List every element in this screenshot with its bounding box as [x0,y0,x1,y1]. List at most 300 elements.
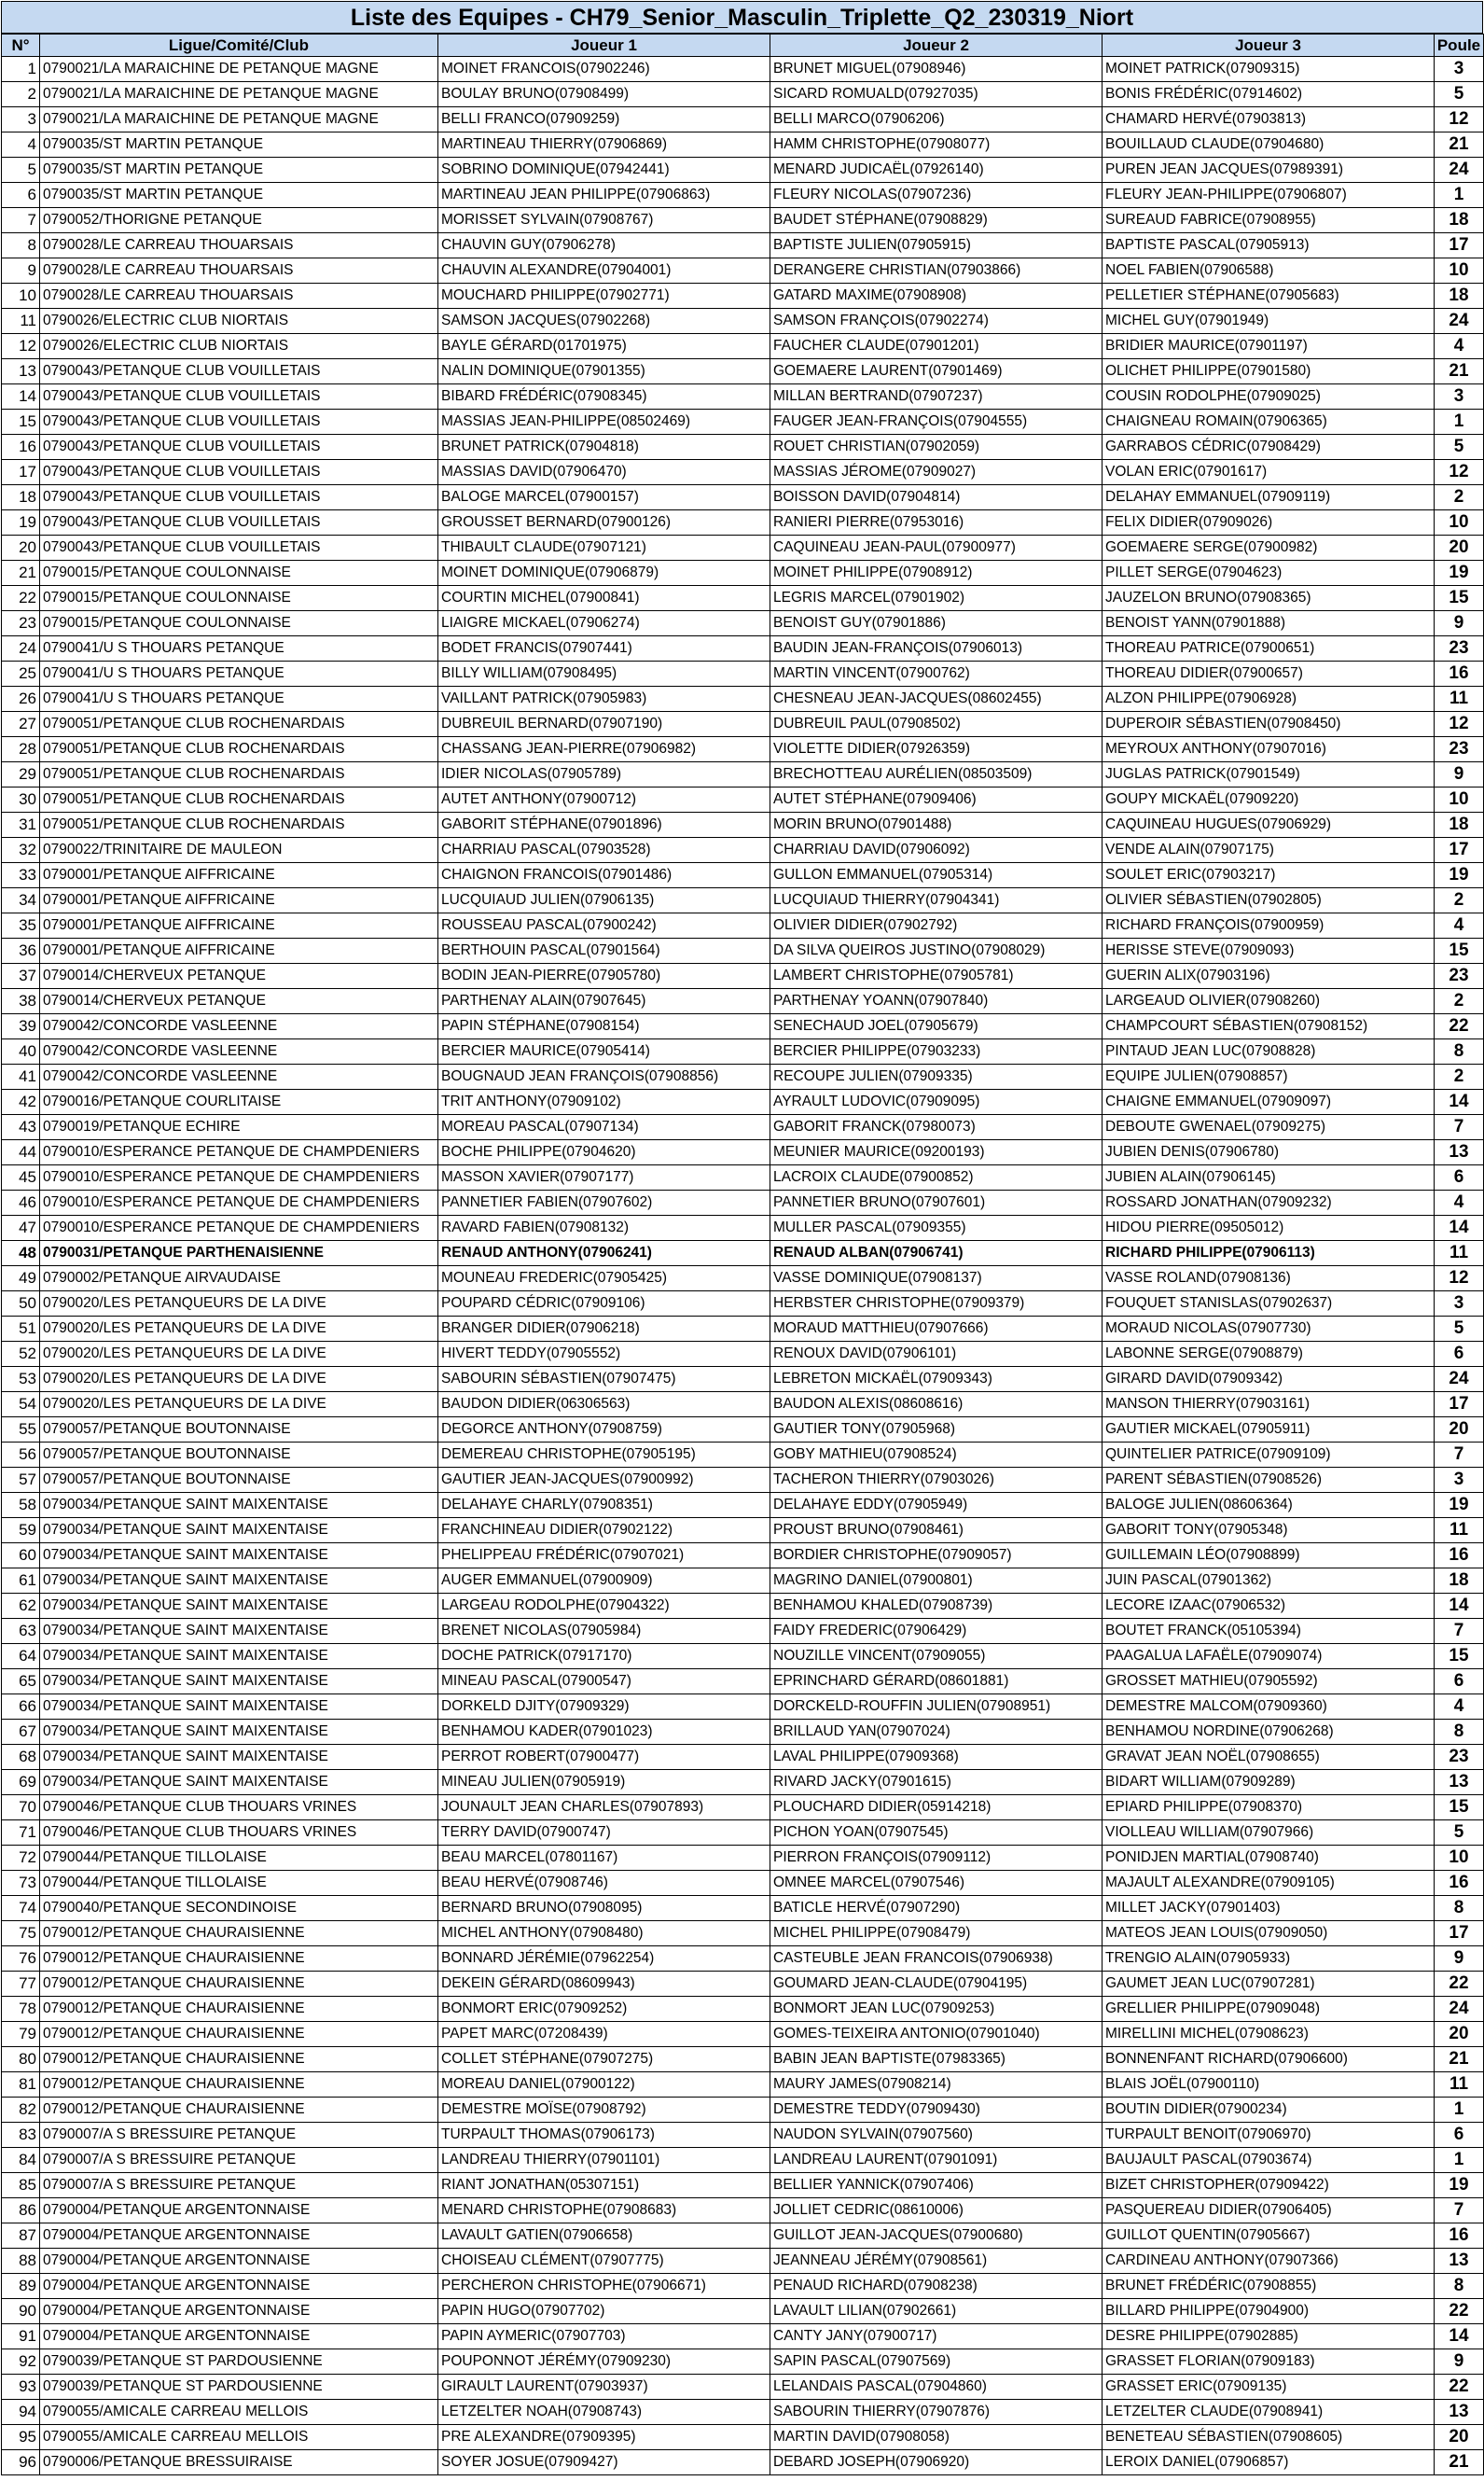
pool-cell: 22 [1435,1972,1484,1997]
club-cell: 0790051/PETANQUE CLUB ROCHENARDAIS [40,813,438,838]
team-number: 5 [2,158,40,183]
table-row [2,1266,1484,1291]
player2-cell: DELAHAYE EDDY(07905949) [770,1493,1103,1518]
player2-cell: CANTY JANY(07900717) [770,2324,1103,2349]
player1-cell: PHELIPPEAU FRÉDÉRIC(07907021) [438,1543,770,1568]
player3-cell: BONIS FRÉDÉRIC(07914602) [1103,82,1435,107]
player2-cell: GATARD MAXIME(07908908) [770,284,1103,309]
table-row [2,107,1484,132]
player2-cell: MILLAN BERTRAND(07907237) [770,384,1103,410]
table-row [2,1241,1484,1266]
player1-cell: CHASSANG JEAN-PIERRE(07906982) [438,737,770,762]
team-number: 89 [2,2274,40,2299]
club-cell: 0790012/PETANQUE CHAURAISIENNE [40,1972,438,1997]
player3-cell: CHAMPCOURT SÉBASTIEN(07908152) [1103,1014,1435,1039]
pool-cell: 23 [1435,636,1484,662]
pool-cell: 1 [1435,410,1484,435]
player1-cell: MASSIAS DAVID(07906470) [438,460,770,485]
player3-cell: MICHEL GUY(07901949) [1103,309,1435,334]
team-number: 4 [2,132,40,158]
player1-cell: GIRAULT LAURENT(07903937) [438,2375,770,2400]
table-row [2,1014,1484,1039]
player3-cell: JAUZELON BRUNO(07908365) [1103,586,1435,611]
player3-cell: GUILLOT QUENTIN(07905667) [1103,2223,1435,2249]
team-number: 1 [2,57,40,82]
club-cell: 0790020/LES PETANQUEURS DE LA DIVE [40,1367,438,1392]
team-number: 3 [2,107,40,132]
player1-cell: MOUNEAU FREDERIC(07905425) [438,1266,770,1291]
player2-cell: DERANGERE CHRISTIAN(07903866) [770,258,1103,284]
player1-cell: DORKELD DJITY(07909329) [438,1694,770,1720]
table-row [2,687,1484,712]
player1-cell: MENARD CHRISTOPHE(07908683) [438,2198,770,2223]
team-number: 81 [2,2072,40,2098]
pool-cell: 15 [1435,586,1484,611]
player2-cell: DEMESTRE TEDDY(07909430) [770,2098,1103,2123]
player1-cell: PRE ALEXANDRE(07909395) [438,2425,770,2450]
table-row [2,1644,1484,1669]
pool-cell: 13 [1435,1770,1484,1795]
pool-cell: 13 [1435,1140,1484,1165]
team-number: 15 [2,410,40,435]
player3-cell: LARGEAUD OLIVIER(07908260) [1103,989,1435,1014]
player1-cell: SAMSON JACQUES(07902268) [438,309,770,334]
team-number: 34 [2,888,40,913]
player1-cell: MOUCHARD PHILIPPE(07902771) [438,284,770,309]
player1-cell: IDIER NICOLAS(07905789) [438,762,770,788]
table-row [2,2173,1484,2198]
table-row [2,1443,1484,1468]
table-row [2,132,1484,158]
table-row [2,1619,1484,1644]
team-number: 27 [2,712,40,737]
team-number: 75 [2,1921,40,1946]
team-number: 11 [2,309,40,334]
player2-cell: PANNETIER BRUNO(07907601) [770,1191,1103,1216]
table-row [2,636,1484,662]
club-cell: 0790020/LES PETANQUEURS DE LA DIVE [40,1317,438,1342]
table-row [2,2249,1484,2274]
player1-cell: COLLET STÉPHANE(07907275) [438,2047,770,2072]
club-cell: 0790028/LE CARREAU THOUARSAIS [40,258,438,284]
player1-cell: MINEAU JULIEN(07905919) [438,1770,770,1795]
pool-cell: 9 [1435,1946,1484,1972]
player3-cell: JUBIEN DENIS(07906780) [1103,1140,1435,1165]
pool-cell: 8 [1435,2274,1484,2299]
player3-cell: BIZET CHRISTOPHER(07909422) [1103,2173,1435,2198]
player2-cell: ROUET CHRISTIAN(07902059) [770,435,1103,460]
player3-cell: GOEMAERE SERGE(07900982) [1103,536,1435,561]
player2-cell: RIVARD JACKY(07901615) [770,1770,1103,1795]
player1-cell: PAPET MARC(07208439) [438,2022,770,2047]
player2-cell: JEANNEAU JÉRÉMY(07908561) [770,2249,1103,2274]
team-number: 24 [2,636,40,662]
team-number: 62 [2,1594,40,1619]
player2-cell: MAGRINO DANIEL(07900801) [770,1568,1103,1594]
player2-cell: MENARD JUDICAËL(07926140) [770,158,1103,183]
team-number: 67 [2,1720,40,1745]
player1-cell: PAPIN AYMERIC(07907703) [438,2324,770,2349]
player3-cell: DUPEROIR SÉBASTIEN(07908450) [1103,712,1435,737]
player3-cell: VENDE ALAIN(07907175) [1103,838,1435,863]
player3-cell: EQUIPE JULIEN(07908857) [1103,1065,1435,1090]
table-row [2,2274,1484,2299]
player1-cell: SABOURIN SÉBASTIEN(07907475) [438,1367,770,1392]
player3-cell: THOREAU DIDIER(07900657) [1103,662,1435,687]
pool-cell: 24 [1435,158,1484,183]
player3-cell: COUSIN RODOLPHE(07909025) [1103,384,1435,410]
player1-cell: POUPONNOT JÉRÉMY(07909230) [438,2349,770,2375]
club-cell: 0790004/PETANQUE ARGENTONNAISE [40,2223,438,2249]
player1-cell: PERCHERON CHRISTOPHE(07906671) [438,2274,770,2299]
player1-cell: DELAHAYE CHARLY(07908351) [438,1493,770,1518]
club-cell: 0790021/LA MARAICHINE DE PETANQUE MAGNE [40,107,438,132]
player1-cell: BEAU HERVÉ(07908746) [438,1871,770,1896]
club-cell: 0790026/ELECTRIC CLUB NIORTAIS [40,309,438,334]
player2-cell: BAUDET STÉPHANE(07908829) [770,208,1103,233]
club-cell: 0790057/PETANQUE BOUTONNAISE [40,1443,438,1468]
player1-cell: BENHAMOU KADER(07901023) [438,1720,770,1745]
player3-cell: ALZON PHILIPPE(07906928) [1103,687,1435,712]
club-cell: 0790034/PETANQUE SAINT MAIXENTAISE [40,1568,438,1594]
club-cell: 0790010/ESPERANCE PETANQUE DE CHAMPDENIERS [40,1140,438,1165]
player1-cell: DOCHE PATRICK(07917170) [438,1644,770,1669]
player2-cell: BAPTISTE JULIEN(07905915) [770,233,1103,258]
pool-cell: 18 [1435,813,1484,838]
club-cell: 0790034/PETANQUE SAINT MAIXENTAISE [40,1594,438,1619]
table-row [2,334,1484,359]
player1-cell: HIVERT TEDDY(07905552) [438,1342,770,1367]
player1-cell: BEAU MARCEL(07801167) [438,1846,770,1871]
table-row [2,410,1484,435]
club-cell: 0790007/A S BRESSUIRE PETANQUE [40,2148,438,2173]
club-cell: 0790012/PETANQUE CHAURAISIENNE [40,1946,438,1972]
table-row [2,1568,1484,1594]
team-number: 70 [2,1795,40,1820]
team-number: 26 [2,687,40,712]
team-number: 54 [2,1392,40,1417]
pool-cell: 7 [1435,1115,1484,1140]
pool-cell: 15 [1435,939,1484,964]
team-number: 88 [2,2249,40,2274]
player3-cell: VIOLLEAU WILLIAM(07907966) [1103,1820,1435,1846]
pool-cell: 9 [1435,762,1484,788]
player2-cell: CHESNEAU JEAN-JACQUES(08602455) [770,687,1103,712]
team-number: 28 [2,737,40,762]
pool-cell: 6 [1435,1669,1484,1694]
team-number: 63 [2,1619,40,1644]
player3-cell: CAQUINEAU HUGUES(07906929) [1103,813,1435,838]
player2-cell: MARTIN VINCENT(07900762) [770,662,1103,687]
club-cell: 0790034/PETANQUE SAINT MAIXENTAISE [40,1745,438,1770]
table-row [2,712,1484,737]
pool-cell: 5 [1435,82,1484,107]
club-cell: 0790010/ESPERANCE PETANQUE DE CHAMPDENIERS [40,1191,438,1216]
player3-cell: GABORIT TONY(07905348) [1103,1518,1435,1543]
player1-cell: AUGER EMMANUEL(07900909) [438,1568,770,1594]
club-cell: 0790010/ESPERANCE PETANQUE DE CHAMPDENIERS [40,1216,438,1241]
pool-cell: 21 [1435,359,1484,384]
club-cell: 0790043/PETANQUE CLUB VOUILLETAIS [40,485,438,510]
team-number: 6 [2,183,40,208]
table-row [2,2425,1484,2450]
player2-cell: GOUMARD JEAN-CLAUDE(07904195) [770,1972,1103,1997]
team-number: 44 [2,1140,40,1165]
player3-cell: GUERIN ALIX(07903196) [1103,964,1435,989]
player3-cell: DEBOUTE GWENAEL(07909275) [1103,1115,1435,1140]
player3-cell: BRUNET FRÉDÉRIC(07908855) [1103,2274,1435,2299]
player1-cell: JOUNAULT JEAN CHARLES(07907893) [438,1795,770,1820]
table-row [2,1291,1484,1317]
player2-cell: LANDREAU LAURENT(07901091) [770,2148,1103,2173]
player2-cell: SAMSON FRANÇOIS(07902274) [770,309,1103,334]
player2-cell: FAUCHER CLAUDE(07901201) [770,334,1103,359]
pool-cell: 10 [1435,1846,1484,1871]
team-number: 74 [2,1896,40,1921]
pool-cell: 9 [1435,2349,1484,2375]
club-cell: 0790043/PETANQUE CLUB VOUILLETAIS [40,359,438,384]
player3-cell: MATEOS JEAN LOUIS(07909050) [1103,1921,1435,1946]
player1-cell: BERCIER MAURICE(07905414) [438,1039,770,1065]
pool-cell: 17 [1435,1392,1484,1417]
club-cell: 0790012/PETANQUE CHAURAISIENNE [40,2047,438,2072]
player2-cell: LEBRETON MICKAËL(07909343) [770,1367,1103,1392]
team-number: 60 [2,1543,40,1568]
player1-cell: RAVARD FABIEN(07908132) [438,1216,770,1241]
team-number: 91 [2,2324,40,2349]
pool-cell: 13 [1435,2249,1484,2274]
team-number: 71 [2,1820,40,1846]
player1-cell: FRANCHINEAU DIDIER(07902122) [438,1518,770,1543]
player1-cell: AUTET ANTHONY(07900712) [438,788,770,813]
player1-cell: BOCHE PHILIPPE(07904620) [438,1140,770,1165]
pool-cell: 2 [1435,1065,1484,1090]
team-number: 69 [2,1770,40,1795]
player3-cell: DEMESTRE MALCOM(07909360) [1103,1694,1435,1720]
team-number: 43 [2,1115,40,1140]
team-number: 48 [2,1241,40,1266]
player1-cell: DEKEIN GÉRARD(08609943) [438,1972,770,1997]
player1-cell: MASSIAS JEAN-PHILIPPE(08502469) [438,410,770,435]
player1-cell: MARTINEAU THIERRY(07906869) [438,132,770,158]
club-cell: 0790020/LES PETANQUEURS DE LA DIVE [40,1342,438,1367]
pool-cell: 20 [1435,536,1484,561]
team-number: 78 [2,1997,40,2022]
player1-cell: LAVAULT GATIEN(07906658) [438,2223,770,2249]
player1-cell: DUBREUIL BERNARD(07907190) [438,712,770,737]
pool-cell: 12 [1435,712,1484,737]
player1-cell: MARTINEAU JEAN PHILIPPE(07906863) [438,183,770,208]
pool-cell: 23 [1435,737,1484,762]
table-row [2,183,1484,208]
table-row [2,1871,1484,1896]
pool-cell: 11 [1435,1241,1484,1266]
table-row [2,913,1484,939]
club-cell: 0790001/PETANQUE AIFFRICAINE [40,939,438,964]
table-row [2,309,1484,334]
pool-cell: 6 [1435,1165,1484,1191]
player3-cell: CARDINEAU ANTHONY(07907366) [1103,2249,1435,2274]
pool-cell: 7 [1435,1443,1484,1468]
player3-cell: BENHAMOU NORDINE(07906268) [1103,1720,1435,1745]
player3-cell: SUREAUD FABRICE(07908955) [1103,208,1435,233]
club-cell: 0790004/PETANQUE ARGENTONNAISE [40,2274,438,2299]
player2-cell: BELLIER YANNICK(07907406) [770,2173,1103,2198]
team-number: 59 [2,1518,40,1543]
player2-cell: LAVAL PHILIPPE(07909368) [770,1745,1103,1770]
pool-cell: 23 [1435,964,1484,989]
teams-table [1,34,1484,2475]
team-number: 86 [2,2198,40,2223]
player3-cell: TRENGIO ALAIN(07905933) [1103,1946,1435,1972]
pool-cell: 17 [1435,838,1484,863]
player2-cell: HERBSTER CHRISTOPHE(07909379) [770,1291,1103,1317]
team-number: 22 [2,586,40,611]
table-row [2,964,1484,989]
pool-cell: 22 [1435,2375,1484,2400]
table-row [2,1165,1484,1191]
pool-cell: 15 [1435,1644,1484,1669]
pool-cell: 18 [1435,1568,1484,1594]
player2-cell: AUTET STÉPHANE(07909406) [770,788,1103,813]
table-row [2,989,1484,1014]
player2-cell: BENHAMOU KHALED(07908739) [770,1594,1103,1619]
player2-cell: HAMM CHRISTOPHE(07908077) [770,132,1103,158]
table-row [2,737,1484,762]
pool-cell: 7 [1435,2198,1484,2223]
player3-cell: PUREN JEAN JACQUES(07989391) [1103,158,1435,183]
club-cell: 0790052/THORIGNE PETANQUE [40,208,438,233]
player1-cell: BRUNET PATRICK(07904818) [438,435,770,460]
table-row [2,1795,1484,1820]
pool-cell: 8 [1435,1720,1484,1745]
player2-cell: OLIVIER DIDIER(07902792) [770,913,1103,939]
player1-cell: POUPARD CÉDRIC(07909106) [438,1291,770,1317]
player1-cell: BERNARD BRUNO(07908095) [438,1896,770,1921]
player1-cell: MORISSET SYLVAIN(07908767) [438,208,770,233]
club-cell: 0790041/U S THOUARS PETANQUE [40,662,438,687]
team-number: 65 [2,1669,40,1694]
player2-cell: MICHEL PHILIPPE(07908479) [770,1921,1103,1946]
player2-cell: BERCIER PHILIPPE(07903233) [770,1039,1103,1065]
player1-cell: BODET FRANCIS(07907441) [438,636,770,662]
player2-cell: SICARD ROMUALD(07927035) [770,82,1103,107]
pool-cell: 3 [1435,384,1484,410]
club-cell: 0790043/PETANQUE CLUB VOUILLETAIS [40,460,438,485]
club-cell: 0790020/LES PETANQUEURS DE LA DIVE [40,1392,438,1417]
player2-cell: RANIERI PIERRE(07953016) [770,510,1103,536]
player1-cell: CHARRIAU PASCAL(07903528) [438,838,770,863]
player1-cell: DEMESTRE MOÏSE(07908792) [438,2098,770,2123]
pool-cell: 15 [1435,1795,1484,1820]
player3-cell: FELIX DIDIER(07909026) [1103,510,1435,536]
club-cell: 0790055/AMICALE CARREAU MELLOIS [40,2425,438,2450]
player3-cell: ROSSARD JONATHAN(07909232) [1103,1191,1435,1216]
table-row [2,2148,1484,2173]
table-row [2,1115,1484,1140]
pool-cell: 11 [1435,2072,1484,2098]
pool-cell: 8 [1435,1039,1484,1065]
club-cell: 0790042/CONCORDE VASLEENNE [40,1065,438,1090]
team-number: 84 [2,2148,40,2173]
pool-cell: 21 [1435,2047,1484,2072]
club-cell: 0790035/ST MARTIN PETANQUE [40,158,438,183]
team-number: 51 [2,1317,40,1342]
player2-cell: CAQUINEAU JEAN-PAUL(07900977) [770,536,1103,561]
pool-cell: 24 [1435,1367,1484,1392]
pool-cell: 1 [1435,2098,1484,2123]
player1-cell: PARTHENAY ALAIN(07907645) [438,989,770,1014]
club-cell: 0790015/PETANQUE COULONNAISE [40,611,438,636]
pool-cell: 12 [1435,107,1484,132]
player3-cell: LEROIX DANIEL(07906857) [1103,2450,1435,2475]
pool-cell: 14 [1435,1216,1484,1241]
pool-cell: 14 [1435,1090,1484,1115]
player3-cell: BAPTISTE PASCAL(07905913) [1103,233,1435,258]
table-row [2,435,1484,460]
team-number: 33 [2,863,40,888]
team-number: 55 [2,1417,40,1443]
club-cell: 0790014/CHERVEUX PETANQUE [40,964,438,989]
pool-cell: 11 [1435,687,1484,712]
player2-cell: RENAUD ALBAN(07906741) [770,1241,1103,1266]
player2-cell: DEBARD JOSEPH(07906920) [770,2450,1103,2475]
pool-cell: 14 [1435,2324,1484,2349]
team-number: 83 [2,2123,40,2148]
table-row [2,57,1484,82]
player2-cell: DA SILVA QUEIROS JUSTINO(07908029) [770,939,1103,964]
team-number: 2 [2,82,40,107]
club-cell: 0790002/PETANQUE AIRVAUDAISE [40,1266,438,1291]
table-row [2,1468,1484,1493]
player2-cell: PROUST BRUNO(07908461) [770,1518,1103,1543]
team-number: 87 [2,2223,40,2249]
player1-cell: BERTHOUIN PASCAL(07901564) [438,939,770,964]
player3-cell: HIDOU PIERRE(09505012) [1103,1216,1435,1241]
club-cell: 0790034/PETANQUE SAINT MAIXENTAISE [40,1669,438,1694]
team-number: 57 [2,1468,40,1493]
player3-cell: DELAHAY EMMANUEL(07909119) [1103,485,1435,510]
club-cell: 0790004/PETANQUE ARGENTONNAISE [40,2324,438,2349]
player2-cell: BRUNET MIGUEL(07908946) [770,57,1103,82]
table-row [2,586,1484,611]
pool-cell: 7 [1435,1619,1484,1644]
pool-cell: 2 [1435,989,1484,1014]
pool-cell: 3 [1435,1468,1484,1493]
table-row [2,1216,1484,1241]
player2-cell: NAUDON SYLVAIN(07907560) [770,2123,1103,2148]
club-cell: 0790012/PETANQUE CHAURAISIENNE [40,2022,438,2047]
player3-cell: OLICHET PHILIPPE(07901580) [1103,359,1435,384]
team-number: 31 [2,813,40,838]
player3-cell: BRIDIER MAURICE(07901197) [1103,334,1435,359]
team-number: 61 [2,1568,40,1594]
player1-cell: GAUTIER JEAN-JACQUES(07900992) [438,1468,770,1493]
player1-cell: COURTIN MICHEL(07900841) [438,586,770,611]
player3-cell: TURPAULT BENOIT(07906970) [1103,2123,1435,2148]
player2-cell: VIOLETTE DIDIER(07926359) [770,737,1103,762]
pool-cell: 8 [1435,1896,1484,1921]
club-cell: 0790031/PETANQUE PARTHENAISIENNE [40,1241,438,1266]
player1-cell: CHOISEAU CLÉMENT(07907775) [438,2249,770,2274]
player3-cell: QUINTELIER PATRICE(07909109) [1103,1443,1435,1468]
pool-cell: 16 [1435,2223,1484,2249]
table-row [2,536,1484,561]
club-cell: 0790034/PETANQUE SAINT MAIXENTAISE [40,1644,438,1669]
player3-cell: GRASSET ERIC(07909135) [1103,2375,1435,2400]
club-cell: 0790001/PETANQUE AIFFRICAINE [40,888,438,913]
club-cell: 0790007/A S BRESSUIRE PETANQUE [40,2123,438,2148]
